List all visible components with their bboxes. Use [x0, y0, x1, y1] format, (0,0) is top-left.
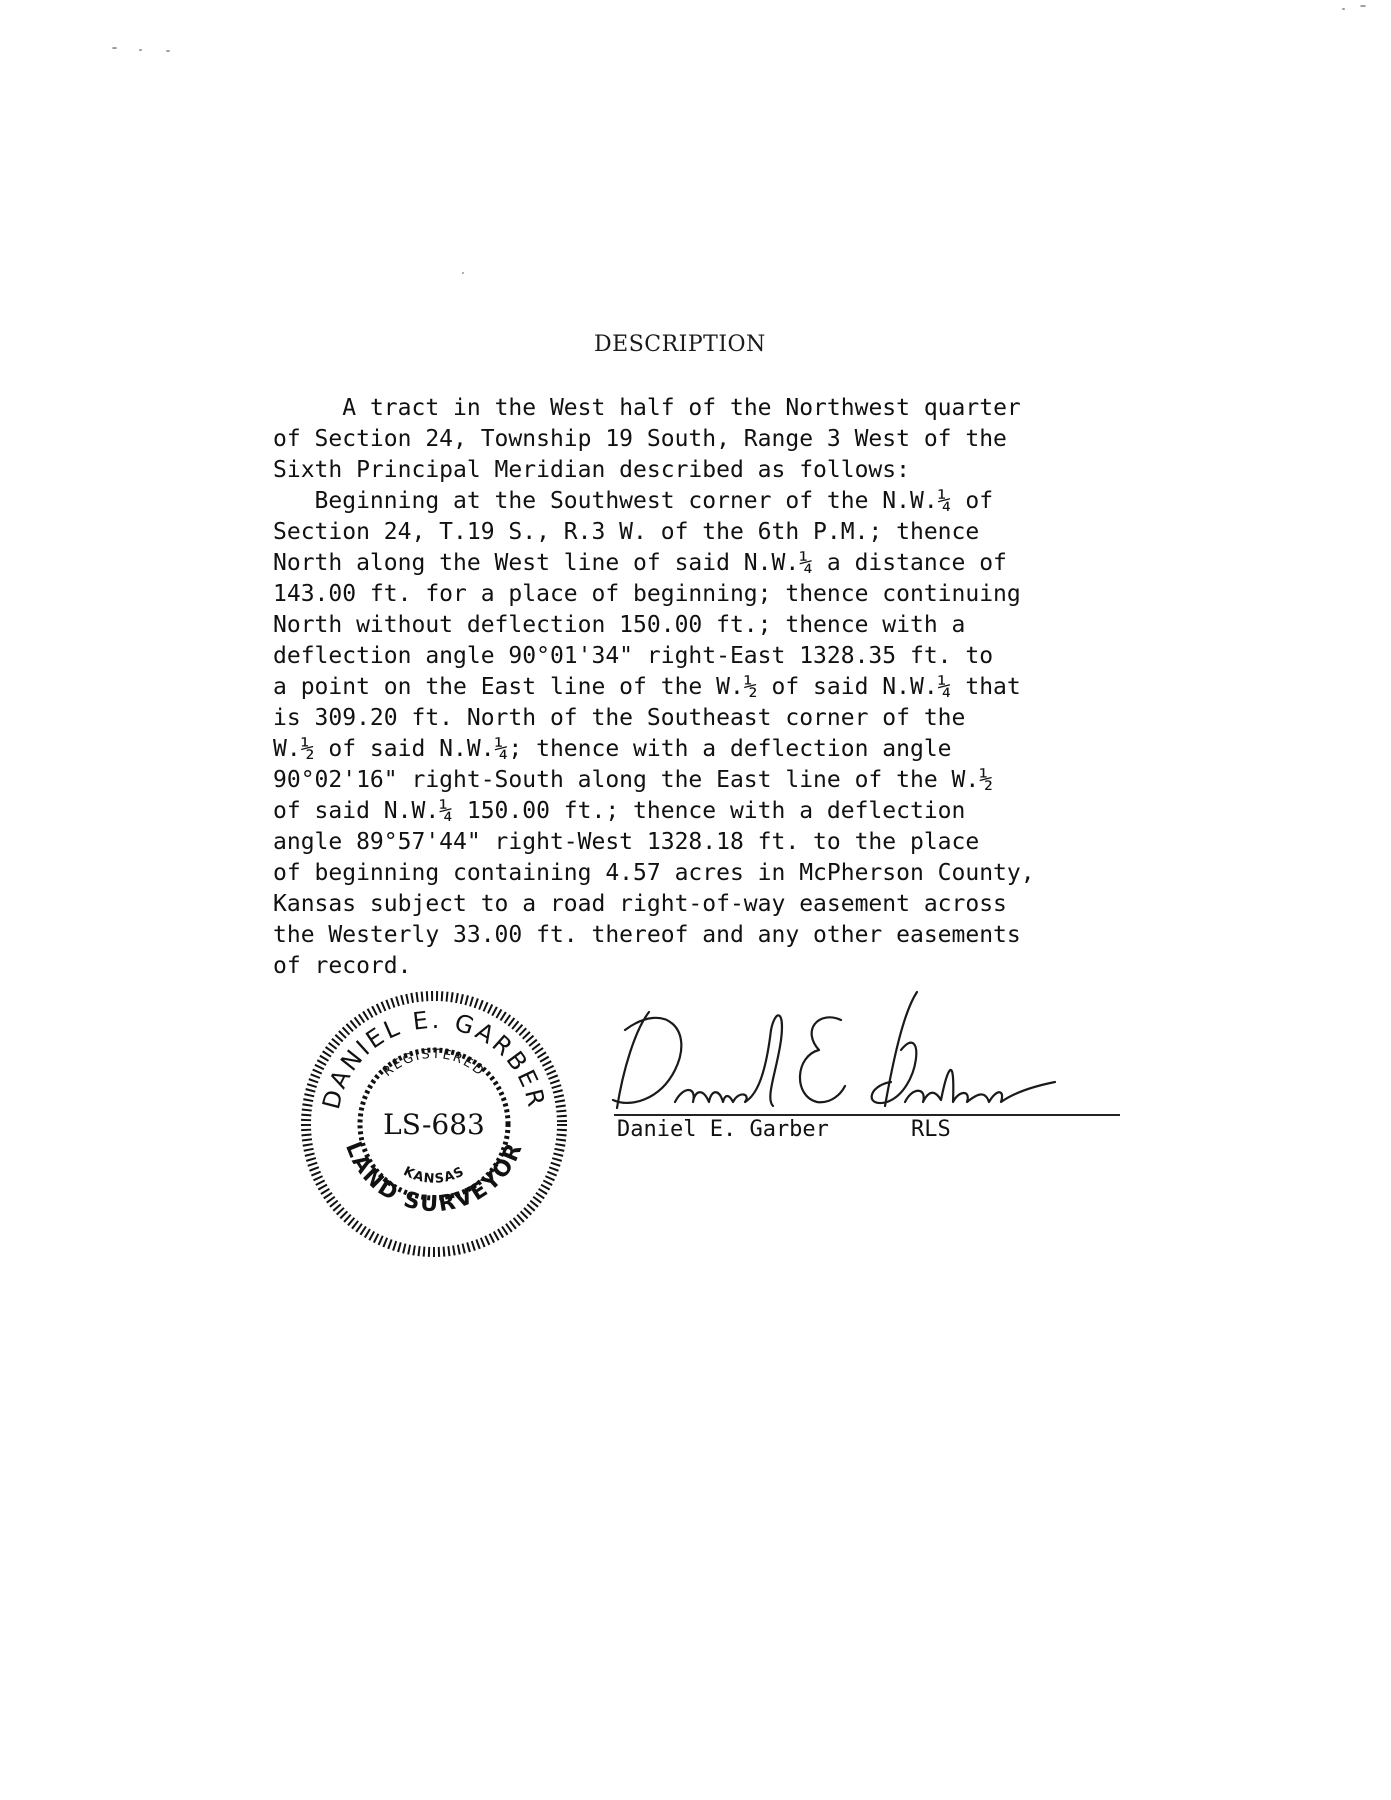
text-line: of beginning containing 4.57 acres in McPherson County, [273, 860, 1035, 886]
scan-speck [166, 50, 170, 52]
text-line: of said N.W.¼ 150.00 ft.; thence with a deflection [273, 798, 966, 824]
text-line: deflection angle 90°01'34" right-East 1328.35 ft. to [273, 643, 994, 669]
seal-state-text: KANSAS [400, 1164, 468, 1187]
text-line: Kansas subject to a road right-of-way easement across [273, 891, 1007, 917]
text-line: Section 24, T.19 S., R.3 W. of the 6th P.M.; thence [273, 519, 980, 545]
text-line: W.½ of said N.W.¼; thence with a deflection angle [273, 736, 952, 762]
text-line: the Westerly 33.00 ft. thereof and any other easements [273, 922, 1021, 948]
scan-speck [112, 47, 117, 49]
scan-speck [462, 272, 464, 274]
seal-profession-text: LAND SURVEYOR [339, 1138, 529, 1218]
text-line: of Section 24, Township 19 South, Range 3 West of the [273, 426, 1007, 452]
surveyor-seal [298, 988, 570, 1260]
seal-registered-text: REGISTERED [380, 1046, 488, 1080]
text-line: a point on the East line of the W.½ of said N.W.¼ that [273, 674, 1021, 700]
text-line: Sixth Principal Meridian described as follows: [273, 457, 910, 483]
scan-speck [1360, 5, 1366, 7]
legal-description [273, 393, 1173, 982]
text-line: is 309.20 ft. North of the Southeast corner of the [273, 705, 966, 731]
scan-speck [1342, 8, 1345, 10]
text-line: angle 89°57'44" right-West 1328.18 ft. to the place [273, 829, 980, 855]
signer-name: Daniel E. Garber [617, 1117, 829, 1142]
handwritten-signature [605, 990, 1125, 1120]
text-line: Beginning at the Southwest corner of the N.W.¼ of [314, 488, 994, 514]
text-line: 143.00 ft. for a place of beginning; thence continuing [273, 581, 1021, 607]
text-line: North along the West line of said N.W.¼ a distance of [273, 550, 1007, 576]
signature-line [614, 1114, 1120, 1116]
text-line: A tract in the West half of the Northwest quarter [342, 395, 1021, 421]
document-title: DESCRIPTION [594, 332, 766, 357]
signer-credential: RLS [911, 1117, 951, 1142]
seal-name-text: DANIEL E. GARBER [317, 1005, 551, 1113]
seal-license-text: LS-683 [383, 1108, 485, 1141]
text-line: of record. [273, 953, 412, 979]
text-line: 90°02'16" right-South along the East line of the W.½ [273, 767, 994, 793]
text-line: North without deflection 150.00 ft.; thence with a [273, 612, 966, 638]
scan-speck [139, 49, 142, 51]
